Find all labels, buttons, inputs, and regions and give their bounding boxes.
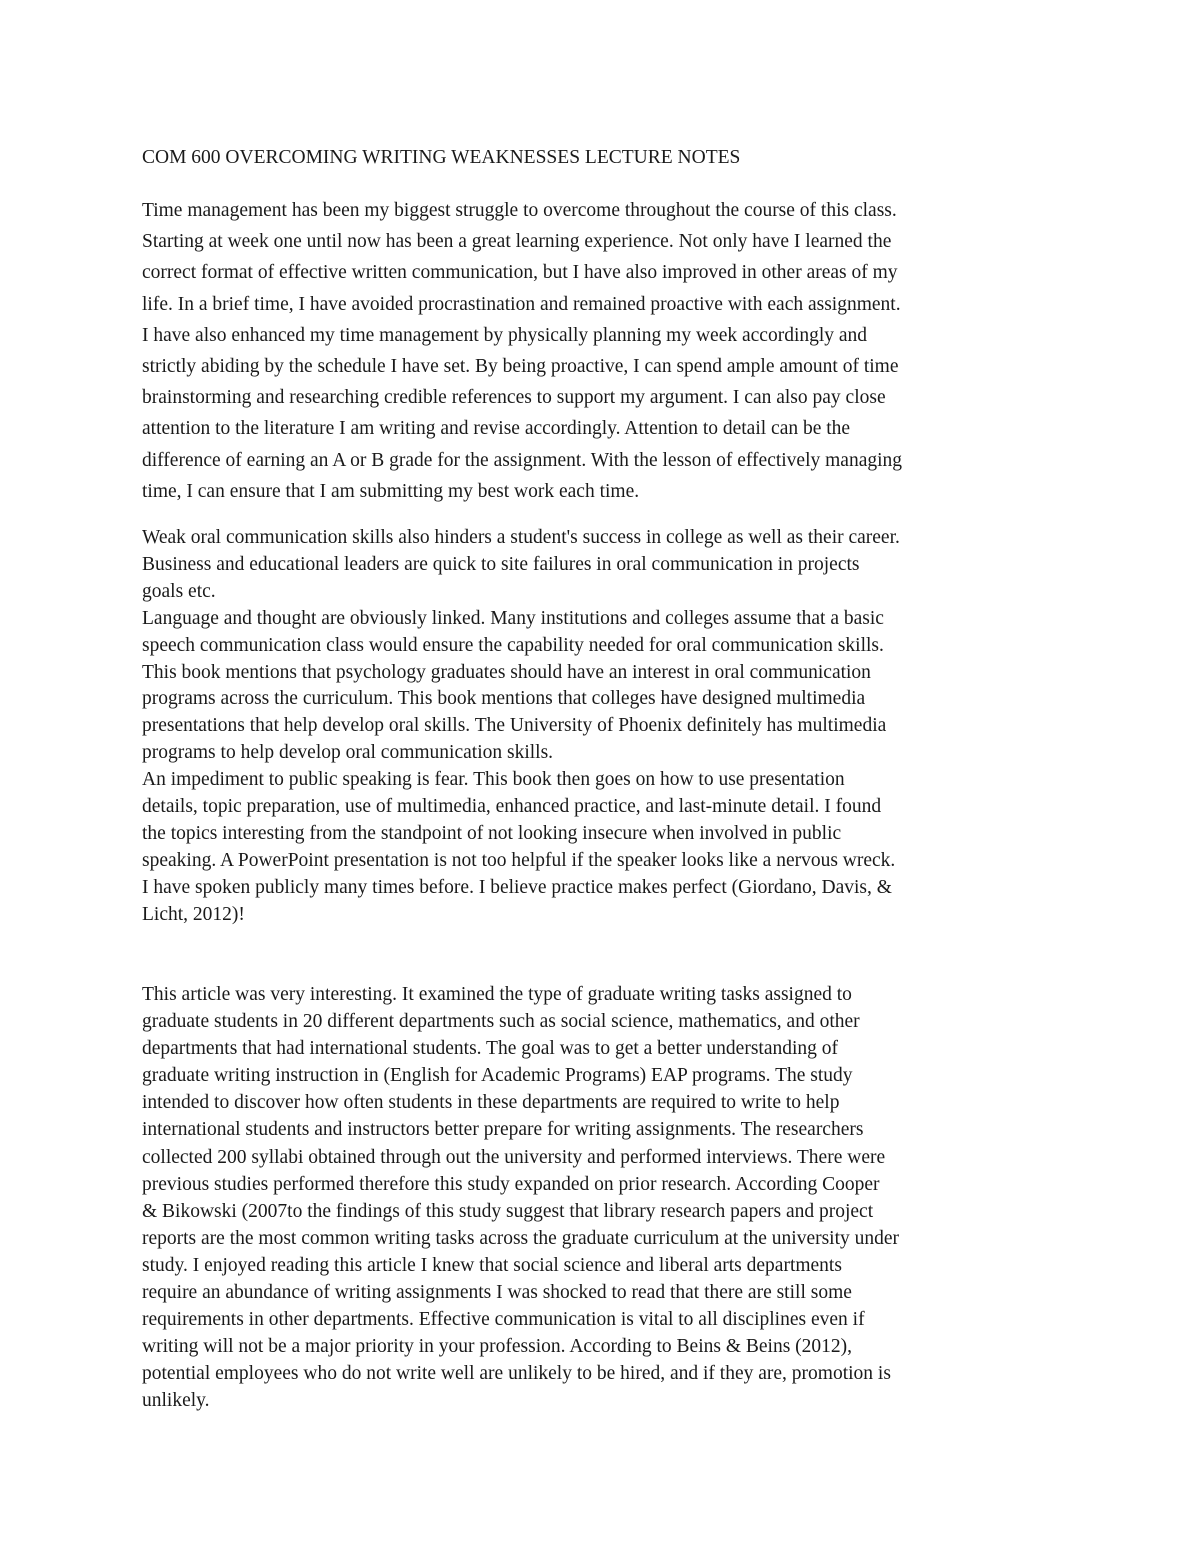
paragraph-line: graduate students in 20 different departments such as social science, mathematics, and other <box>142 1011 860 1033</box>
paragraph-line: & Bikowski (2007to the findings of this study suggest that library research papers and project <box>142 1200 874 1222</box>
paragraph-line: This article was very interesting. It examined the type of graduate writing tasks assigned to <box>142 984 852 1005</box>
paragraph-line: Language and thought are obviously linked. Many institutions and colleges assume that a basic <box>142 607 884 629</box>
paragraph-line: strictly abiding by the schedule I have set. By being proactive, I can spend ample amount of time <box>142 356 899 378</box>
paragraph-line: goals etc. <box>142 580 216 602</box>
paragraph-line: programs across the curriculum. This book mentions that colleges have designed multimedia <box>142 688 866 710</box>
document-title: COM 600 OVERCOMING WRITING WEAKNESSES LECTURE NOTES <box>142 147 741 168</box>
paragraph-line: This book mentions that psychology graduates should have an interest in oral communication <box>142 661 871 683</box>
paragraph-line: study. I enjoyed reading this article I knew that social science and liberal arts departments <box>142 1254 842 1276</box>
paragraph-line: Business and educational leaders are quick to site failures in oral communication in projects <box>142 553 860 575</box>
paragraph-line: Weak oral communication skills also hinders a student's success in college as well as their career. <box>142 527 900 548</box>
paragraph-line: speaking. A PowerPoint presentation is not too helpful if the speaker looks like a nervous wreck. <box>142 849 896 871</box>
paragraph-line: Licht, 2012)! <box>142 903 245 925</box>
paragraph-line: graduate writing instruction in (English for Academic Programs) EAP programs. The study <box>142 1065 853 1087</box>
paragraph-line: unlikely. <box>142 1390 210 1412</box>
paragraph-line: brainstorming and researching credible references to support my argument. I can also pay close <box>142 387 886 409</box>
paragraph-line: life. In a brief time, I have avoided procrastination and remained proactive with each assignment. <box>142 293 901 315</box>
paragraph-line: previous studies performed therefore this study expanded on prior research. According Cooper <box>142 1173 880 1195</box>
paragraph-line: departments that had international students. The goal was to get a better understanding of <box>142 1038 839 1060</box>
paragraph-line: I have also enhanced my time management by physically planning my week accordingly and <box>142 324 868 346</box>
paragraph-line: presentations that help develop oral skills. The University of Phoenix definitely has multimedia <box>142 715 887 737</box>
paragraph-article-review <box>142 981 1072 1415</box>
paragraph-line: I have spoken publicly many times before. I believe practice makes perfect (Giordano, Davis, & <box>142 876 892 898</box>
paragraph-line: potential employees who do not write well are unlikely to be hired, and if they are, promotion is <box>142 1363 891 1385</box>
paragraph-line: intended to discover how often students in these departments are required to write to help <box>142 1092 840 1114</box>
paragraph-line: attention to the literature I am writing and revise accordingly. Attention to detail can be the <box>142 418 851 440</box>
paragraph-line: programs to help develop oral communication skills. <box>142 742 554 764</box>
paragraph-line: An impediment to public speaking is fear. This book then goes on how to use presentation <box>142 769 845 791</box>
paragraph-line: Time management has been my biggest struggle to overcome throughout the course of this class. <box>142 200 897 221</box>
paragraph-oral-communication <box>142 525 1072 929</box>
paragraph-time-management <box>142 195 1072 507</box>
paragraph-line: the topics interesting from the standpoint of not looking insecure when involved in public <box>142 822 842 844</box>
paragraph-line: requirements in other departments. Effective communication is vital to all disciplines even if <box>142 1309 865 1331</box>
paragraph-line: difference of earning an A or B grade for the assignment. With the lesson of effectively managing <box>142 449 903 471</box>
paragraph-line: reports are the most common writing tasks across the graduate curriculum at the university under <box>142 1227 900 1249</box>
paragraph-line: writing will not be a major priority in your profession. According to Beins & Beins (2012), <box>142 1336 853 1358</box>
paragraph-line: Starting at week one until now has been a great learning experience. Not only have I learned the <box>142 231 892 253</box>
paragraph-line: time, I can ensure that I am submitting my best work each time. <box>142 480 640 502</box>
paragraph-line: correct format of effective written communication, but I have also improved in other areas of my <box>142 262 898 284</box>
paragraph-line: speech communication class would ensure the capability needed for oral communication skills. <box>142 634 884 656</box>
paragraph-line: collected 200 syllabi obtained through out the university and performed interviews. There were <box>142 1146 886 1168</box>
paragraph-line: details, topic preparation, use of multimedia, enhanced practice, and last-minute detail. I found <box>142 796 882 818</box>
paragraph-line: require an abundance of writing assignments I was shocked to read that there are still some <box>142 1282 852 1304</box>
paragraph-line: international students and instructors better prepare for writing assignments. The researchers <box>142 1119 864 1141</box>
